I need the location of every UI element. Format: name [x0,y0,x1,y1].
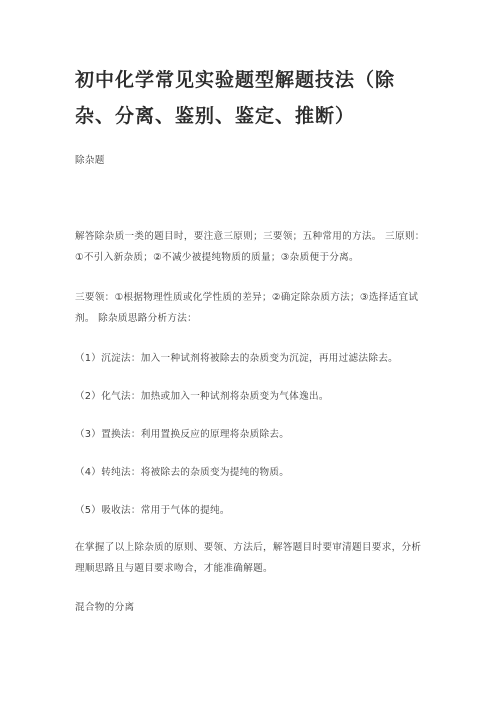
method-precipitation: （1）沉淀法：加入一种试剂将被除去的杂质变为沉淀，再用过滤法除去。 [75,353,399,364]
section-heading-impurity-removal: 除杂题 [75,155,105,166]
method-displacement: （3）置换法：利用置换反应的原理将杂质除去。 [75,429,290,440]
paragraph-three-essentials: 三要领：①根据物理性质或化学性质的差异；②确定除杂质方法；③选择适宜试剂。 除杂质思路分析方法： [75,292,419,324]
document-title: 初中化学常见实验题型解题技法（除杂、分离、鉴别、鉴定、推断） [75,69,396,127]
paragraph-summary: 在掌握了以上除杂质的原则、要领、方法后，解答题目时要审清题目要求，分析理顺思路且与题目要求吻合，才能准确解题。 [75,542,422,574]
method-absorption: （5）吸收法：常用于气体的提纯。 [75,505,230,516]
section-heading-mixture-separation: 混合物的分离 [75,602,135,613]
method-gasification: （2）化气法：加热或加入一种试剂将杂质变为气体逸出。 [75,391,329,402]
method-conversion: （4）转纯法：将被除去的杂质变为提纯的物质。 [75,467,290,478]
paragraph-three-principles: 解答除杂质一类的题目时，要注意三原则；三要领；五种常用的方法。 三原则：①不引入新杂质；②不减少被提纯物质的质量；③杂质便于分离。 [75,231,425,263]
